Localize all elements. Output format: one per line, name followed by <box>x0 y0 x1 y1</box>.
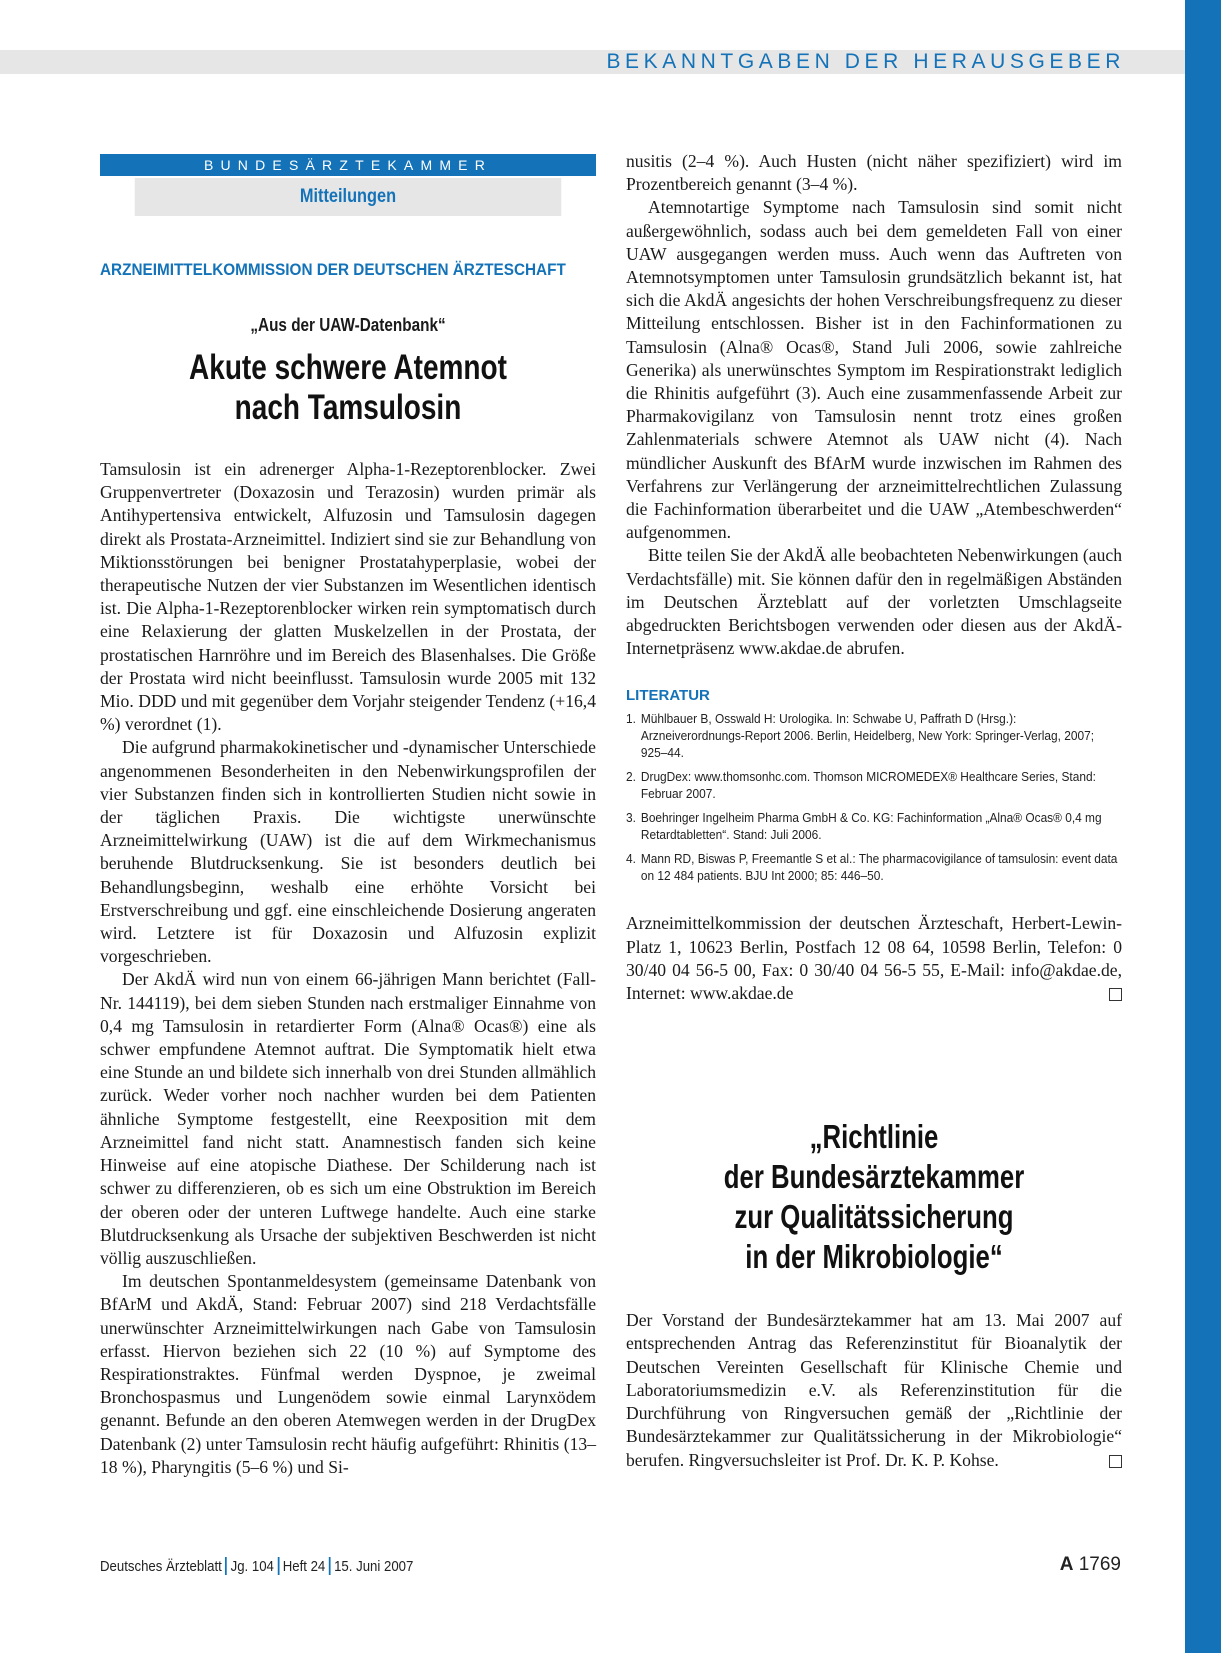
article-quote-title: „Aus der UAW-Datenbank“ <box>250 315 446 335</box>
literature-heading: LITERATUR <box>626 687 710 705</box>
footer-issue: Heft 24 <box>282 1558 326 1575</box>
paragraph: Der AkdÄ wird nun von einem 66-jährigen Mann berichtet (Fall-Nr. 144119), bei dem sieben Stunden nach erstmaliger Einnahme von 0,4 mg Tamsulosin in retardierter Form (Alna® Ocas®) eine als schwer empfundene Atemnot auftrat. Die Symptomatik hielt etwa eine Stunde an und bildete sich innerhalb von drei Stunden allmählich zurück. Weder vorher noch nachher wurden bei dem Patienten ähnliche Symptome festgestellt, eine Reexposition mit dem Arzneimittel fand nicht statt. Anamnestisch fanden sich keine Hinweise auf eine atopische Diathese. Der Schilderung nach ist schwer zu differenzieren, ob es sich um eine Obstruktion im Bereich der oberen oder der unteren Luftwege handelte. Auch eine starke Blutdrucksenkung als Ursache der subjektiven Beschwerden ist nicht völlig auszuschließen. <box>100 969 596 1268</box>
section-subtitle: Mitteilungen <box>135 178 562 216</box>
literature-number: 3. <box>626 810 636 826</box>
headline-line-1: Akute schwere Atemnot <box>189 348 507 387</box>
end-of-article-icon <box>1109 988 1122 1001</box>
footer-separator <box>329 1557 331 1575</box>
header-section-label: BEKANNTGABEN DER HERAUSGEBER <box>606 50 1125 73</box>
literature-number: 2. <box>626 769 636 785</box>
page-footer <box>100 1557 413 1577</box>
article2-headline-line-3: zur Qualitätssicherung <box>734 1198 1014 1236</box>
literature-item <box>626 850 1120 884</box>
contact-text: Arzneimittelkommission der deutschen Ärzteschaft, Herbert-Lewin-Platz 1, 10623 Berlin, Postfach 12 08 64, 10598 Berlin, Telefon: 0 30/40 04 56-5 00, Fax: 0 30/40 04 56-5 55, E-Mail: info@akdae.de, Internet: www.akdae.de <box>626 913 1122 1004</box>
literature-text: DrugDex: www.thomsonhc.com. Thomson MICROMEDEX® Healthcare Series, Stand: Februar 2007. <box>640 769 1096 802</box>
page-number-value: 1769 <box>1078 1554 1121 1575</box>
article2-headline-line-1: „Richtlinie <box>809 1118 939 1156</box>
paragraph: Im deutschen Spontanmeldesystem (gemeinsame Datenbank von BfArM und AkdÄ, Stand: Februar 2007) sind 218 Verdachtsfälle unerwünschter Arzneimittelwirkungen nach Gabe von Tamsulosin erfasst. Hiervon beziehen sich 22 (10 %) auf Symptome des Respirationstraktes. Fünfmal werden Dyspnoe, je zweimal Bronchospasmus und Lungenödem sowie einmal Larynxödem genannt. Befunde an den oberen Atemwegen werden in der DrugDex Datenbank (2) unter Tamsulosin recht häufig aufgeführt: Rhinitis (13–18 %), Pharyngitis (5–6 %) und Si- <box>100 1271 596 1477</box>
literature-list <box>626 710 1122 884</box>
end-of-article-icon <box>1109 1455 1122 1468</box>
literature-number: 1. <box>626 711 636 727</box>
footer-separator <box>225 1557 227 1575</box>
paragraph: nusitis (2–4 %). Auch Husten (nicht näher spezifiziert) wird im Prozentbereich genannt (3–4 %). <box>626 151 1122 195</box>
literature-text: Mühlbauer B, Osswald H: Urologika. In: Schwabe U, Paffrath D (Hrsg.): Arzneiverordnungs-Report 2006. Berlin, Heidelberg, New York: Springer-Verlag, 2007; 925–44. <box>640 711 1095 761</box>
paragraph: Bitte teilen Sie der AkdÄ alle beobachteten Nebenwirkungen (auch Verdachtsfälle) mit. Sie können dafür den in regelmäßigen Abständen im Deutschen Ärzteblatt auf der vorletzten Umschlagseite abgedruckten Berichtsbogen verwenden oder diesen aus der AkdÄ-Internetpräsenz www.akdae.de abrufen. <box>626 545 1122 659</box>
footer-separator <box>277 1557 279 1575</box>
footer-volume: Jg. 104 <box>230 1558 274 1575</box>
literature-item <box>626 768 1120 802</box>
literature-text: Mann RD, Biswas P, Freemantle S et al.: The pharmacovigilance of tamsulosin: event data on 12 484 patients. BJU Int 2000; 85: 446–50. <box>640 851 1118 884</box>
paragraph: Atemnotartige Symptome nach Tamsulosin sind somit nicht außergewöhnlich, sodass auch bei dem gemeldeten Fall von einer UAW ausgegangen werden muss. Auch wenn das Auftreten von Atemnotsymptomen unter Tamsulosin grundsätzlich bekannt ist, hat sich die AkdÄ angesichts der hohen Verschreibungsfrequenz zu dieser Mitteilung entschlossen. Bisher ist in den Fachinformationen zu Tamsulosin (Alna® Ocas®, Stand Juli 2006, sowie zahlreiche Generika) als unerwünschtes Symptom im Respirationstrakt lediglich die Rhinitis aufgeführt (3). Auch eine zusammenfassende Arbeit zur Pharmakovigilanz von Tamsulosin nennt trotz eines großen Zahlenmaterials schwere Atemnot als UAW nicht (4). Nach mündlicher Auskunft des BfArM wurde inzwischen im Rahmen des Verfahrens zur Verlängerung der arzneimittelrechtlichen Zulassung die Fachinformation überarbeitet und die UAW „Atembeschwerden“ aufgenommen. <box>626 197 1122 543</box>
headline-line-2: nach Tamsulosin <box>234 388 462 427</box>
article2-body-text: Der Vorstand der Bundesärztekammer hat am 13. Mai 2007 auf entsprechenden Antrag das Referenzinstitut für Bioanalytik der Deutschen Vereinten Gesellschaft für Klinische Chemie und Laboratoriumsmedizin e.V. als Referenzinstitution für die Durchführung von Ringversuchen gemäß der „Richtlinie der Bundesärztekammer zur Qualitätssicherung in der Mikrobiologie“ berufen. Ringversuchsleiter ist Prof. Dr. K. P. Kohse. <box>626 1310 1122 1470</box>
literature-item <box>626 809 1120 843</box>
footer-journal: Deutsches Ärzteblatt <box>100 1558 222 1575</box>
article-body-right <box>626 150 1122 660</box>
contact-block <box>626 912 1122 1005</box>
page-prefix: A <box>1059 1554 1074 1575</box>
article2-headline-line-4: in der Mikrobiologie“ <box>745 1238 1003 1276</box>
article-body-left <box>100 458 596 1479</box>
literature-number: 4. <box>626 851 636 867</box>
article-kicker: ARZNEIMITTELKOMMISSION DER DEUTSCHEN ÄRZTESCHAFT <box>100 260 566 279</box>
literature-item <box>626 710 1120 761</box>
article2-headline-line-2: der Bundesärztekammer <box>723 1158 1025 1196</box>
footer-date: 15. Juni 2007 <box>334 1558 414 1575</box>
article-headline <box>150 348 547 428</box>
side-color-bar <box>1185 0 1221 1653</box>
page-number <box>1060 1553 1121 1577</box>
left-column <box>100 154 596 1479</box>
paragraph: Die aufgrund pharmakokinetischer und -dynamischer Unterschiede angenommenen Besonderheiten in den Nebenwirkungsprofilen der vier Substanzen finden sich in kontrollierten Studien nicht sowie in der täglichen Praxis. Die wichtigste unerwünschte Arzneimittelwirkung (UAW) ist die auf dem Wirkmechanismus beruhende Blutdrucksenkung. Sie ist besonders deutlich bei Behandlungsbeginn, weshalb eine erhöhte Vorsicht bei Erstverschreibung und ggf. eine einschleichende Dosierung angeraten wird. Letztere ist für Doxazosin und Alfuzosin explizit vorgeschrieben. <box>100 737 596 967</box>
literature-text: Boehringer Ingelheim Pharma GmbH & Co. KG: Fachinformation „Alna® Ocas® 0,4 mg Retardtabletten“. Stand: Juli 2006. <box>640 810 1102 843</box>
section-title: BUNDESÄRZTEKAMMER <box>100 154 596 176</box>
article2-headline <box>681 1117 1068 1277</box>
right-column <box>626 150 1122 1472</box>
paragraph: Tamsulosin ist ein adrenerger Alpha-1-Rezeptorenblocker. Zwei Gruppenvertreter (Doxazosin und Terazosin) wurden primär als Antihypertensiva entwickelt, Alfuzosin und Tamsulosin dagegen direkt als Prostata-Arzneimittel. Indiziert sind sie zur Behandlung von Miktionsstörungen bei benigner Prostatahyperplasie, wobei der therapeutische Nutzen der vier Substanzen im Wesentlichen identisch ist. Die Alpha-1-Rezeptorenblocker wirken rein symptomatisch durch eine Relaxierung der glatten Muskelzellen in der Prostata, der prostatischen Harnröhre und im Bereich des Blasenhalses. Die Größe der Prostata wird nicht beeinflusst. Tamsulosin wurde 2005 mit 132 Mio. DDD und mit gegenüber dem Vorjahr steigender Tendenz (+16,4 %) verordnet (1). <box>100 459 596 735</box>
article2-body <box>626 1309 1122 1471</box>
